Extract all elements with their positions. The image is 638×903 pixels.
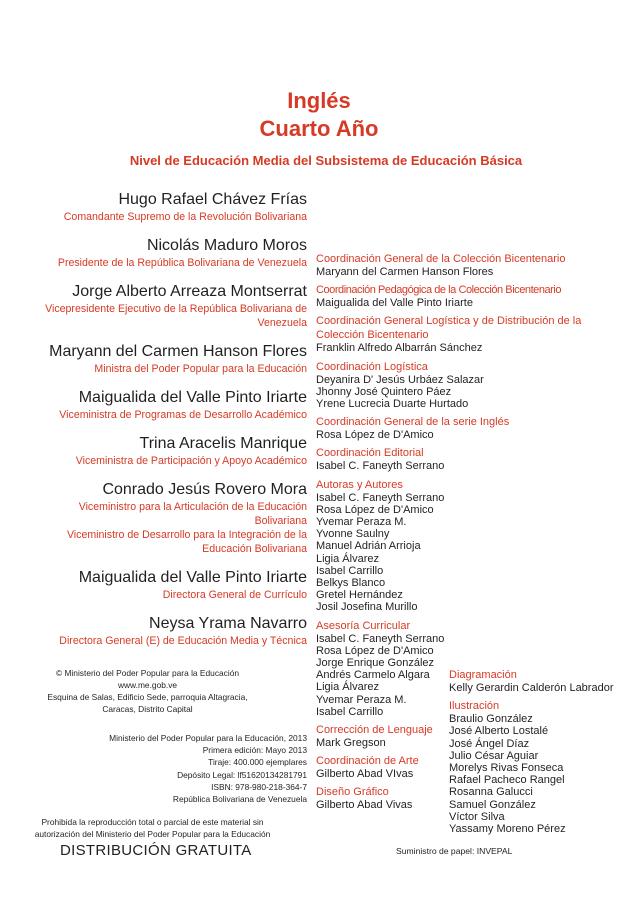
credit-name: Samuel González <box>449 798 536 811</box>
official-entry <box>30 342 307 376</box>
credit-name: Isabel C. Faneyth Serrano <box>316 460 445 473</box>
credit-name: Rosa López de D'Amico <box>316 644 434 657</box>
credit-name: Maryann del Carmen Hanson Flores <box>316 266 494 278</box>
credit-title: Asesoría Curricular <box>316 619 411 632</box>
credit-name: Isabel Carrillo <box>316 705 384 718</box>
credit-title: Coordinación Editorial <box>316 447 424 460</box>
credit-title: Corrección de Lenguaje <box>316 724 433 737</box>
credit-name: Kelly Gerardin Calderón Labrador <box>449 682 614 694</box>
print-run-line: Tiraje: 400.000 ejemplares <box>208 757 307 768</box>
official-name: Jorge Alberto Arreaza Montserrat <box>72 283 307 300</box>
education-level: Nivel de Educación Media del Subsistema de Educación Básica <box>129 153 523 168</box>
credit-name: Isabel C. Faneyth Serrano <box>316 491 445 504</box>
official-name: Conrado Jesús Rovero Mora <box>102 481 307 498</box>
credit-name: Isabel C. Faneyth Serrano <box>316 632 445 645</box>
credit-name: Rosanna Galucci <box>449 786 533 799</box>
credit-entry <box>449 668 629 694</box>
credit-name: Yassamy Moreno Pérez <box>449 823 566 836</box>
official-entry <box>30 190 307 224</box>
copyright-block <box>30 667 265 715</box>
credit-entry <box>316 415 606 441</box>
book-title: Inglés <box>287 88 351 113</box>
credit-name: Andrés Carmelo Algara <box>316 669 430 682</box>
credit-name: Morelys Rivas Fonseca <box>449 762 564 775</box>
credit-name: Rosa López de D'Amico <box>316 429 434 442</box>
copyright-line: © Ministerio del Poder Popular para la Educación <box>55 668 240 678</box>
credit-entry <box>316 446 606 472</box>
credit-title: Coordinación Logística <box>316 360 428 373</box>
official-role: Viceministra de Participación y Apoyo Académico <box>75 455 307 467</box>
credit-name: Gretel Hernández <box>316 589 403 602</box>
credit-name: Deyanira D' Jesús Urbáez Salazar <box>316 373 484 386</box>
credit-name: Julio César Aguiar <box>449 749 539 762</box>
official-name: Hugo Rafael Chávez Frías <box>118 191 307 208</box>
notice-line: autorización del Ministerio del Poder Popular para la Educación <box>34 829 271 839</box>
book-grade: Cuarto Año <box>259 116 379 141</box>
credit-name: Rosa López de D'Amico <box>316 503 434 516</box>
credits-side-column <box>449 668 629 840</box>
credit-title: Coordinación General de la serie Inglés <box>316 416 510 429</box>
credit-name: José Alberto Lostalé <box>449 725 549 738</box>
publisher-line: Ministerio del Poder Popular para la Educación, 2013 <box>109 733 307 743</box>
address-line: Esquina de Salas, Edificio Sede, parroquia Altagracia, <box>47 692 248 702</box>
credit-name: Ligia Álvarez <box>316 552 379 565</box>
official-entry <box>30 434 307 468</box>
official-role: Viceministra de Programas de Desarrollo Académico <box>59 409 307 421</box>
notice-line: Prohibida la reproducción total o parcial de este material sin <box>41 817 264 827</box>
credit-name: Isabel Carrillo <box>316 564 384 577</box>
official-role: Presidente de la República Bolivariana de Venezuela <box>57 257 307 269</box>
credit-entry <box>316 478 606 614</box>
edition-block <box>60 732 307 805</box>
credit-name: Maigualida del Valle Pinto Iriarte <box>316 297 473 310</box>
official-role: Viceministro para la Articulación de la Educación Bolivariana <box>78 501 307 527</box>
website-line: www.me.gob.ve <box>117 680 178 690</box>
official-role: Vicepresidente Ejecutivo de la República Bolivariana de Venezuela <box>45 303 307 329</box>
official-name: Nicolás Maduro Moros <box>146 237 307 254</box>
official-entry <box>30 480 307 556</box>
credit-name: Josil Josefina Murillo <box>316 601 418 614</box>
credit-title: Coordinación General Logística y de Distribución de la Colección Bicentenario <box>316 315 582 342</box>
paper-supply-note: Suministro de papel: INVEPAL <box>396 846 513 856</box>
edition-line: Primera edición: Mayo 2013 <box>202 745 307 756</box>
reproduction-notice <box>30 816 275 840</box>
credit-name: Gilberto Abad Vivas <box>316 799 413 812</box>
officials-list <box>30 190 307 660</box>
credit-name: Mark Gregson <box>316 737 386 750</box>
credit-name: Belkys Blanco <box>316 577 386 590</box>
credit-name: Gilberto Abad VIvas <box>316 768 414 781</box>
official-role: Viceministro de Desarrollo para la Integración de la Educación Bolivariana <box>66 529 307 555</box>
address-line: Caracas, Distrito Capital <box>102 704 193 714</box>
official-name: Maryann del Carmen Hanson Flores <box>49 343 307 360</box>
credit-name: Ligia Álvarez <box>316 681 379 694</box>
official-entry <box>30 282 307 330</box>
credit-name: Rafael Pacheco Rangel <box>449 774 565 787</box>
credit-name: Jhonny José Quintero Páez <box>316 385 452 398</box>
credit-title: Autoras y Autores <box>316 478 403 491</box>
credit-entry <box>316 252 606 278</box>
country-line: República Bolivariana de Venezuela <box>172 794 307 805</box>
credit-name: Franklin Alfredo Albarrán Sánchez <box>316 342 483 355</box>
credit-title: Ilustración <box>449 700 500 713</box>
credit-title: Diagramación <box>449 669 517 681</box>
credit-name: Yvonne Saulny <box>316 528 390 541</box>
official-entry <box>30 388 307 422</box>
official-entry <box>30 568 307 602</box>
official-name: Maigualida del Valle Pinto Iriarte <box>78 569 307 586</box>
credit-name: José Ángel Díaz <box>449 737 530 750</box>
credit-title: Coordinación de Arte <box>316 755 419 768</box>
official-entry <box>30 614 307 648</box>
credit-title: Coordinación General de la Colección Bicentenario <box>316 253 566 265</box>
credit-entry <box>449 699 629 835</box>
official-name: Trina Aracelis Manrique <box>139 435 307 452</box>
credit-entry <box>316 314 606 354</box>
legal-deposit-line: Depósito Legal: lf51620134281791 <box>177 769 307 780</box>
official-name: Maigualida del Valle Pinto Iriarte <box>78 389 307 406</box>
credit-name: Jorge Enrique González <box>316 657 435 670</box>
isbn-line: ISBN: 978-980-218-364-7 <box>211 781 307 792</box>
credit-name: Manuel Adrián Arrioja <box>316 540 421 553</box>
credit-name: Braulio González <box>449 713 533 726</box>
credit-entry <box>316 360 606 411</box>
official-role: Directora General (E) de Educación Media y Técnica <box>59 635 307 647</box>
free-distribution-label: DISTRIBUCIÓN GRATUITA <box>60 842 252 859</box>
credit-title: Diseño Gráfico <box>316 786 389 799</box>
official-name: Neysa Yrama Navarro <box>149 615 307 632</box>
credit-name: Yvemar Peraza M. <box>316 516 407 529</box>
credit-name: Yvemar Peraza M. <box>316 693 407 706</box>
official-role: Ministra del Poder Popular para la Educación <box>94 363 307 375</box>
official-role: Comandante Supremo de la Revolución Bolivariana <box>63 211 307 223</box>
official-role: Directora General de Currículo <box>162 589 307 601</box>
credit-title: Coordinación Pedagógica de la Colección Bicentenario <box>316 284 562 297</box>
credit-name: Víctor Silva <box>449 810 505 823</box>
official-entry <box>30 236 307 270</box>
credit-entry <box>316 283 606 309</box>
credit-name: Yrene Lucrecia Duarte Hurtado <box>316 398 469 411</box>
